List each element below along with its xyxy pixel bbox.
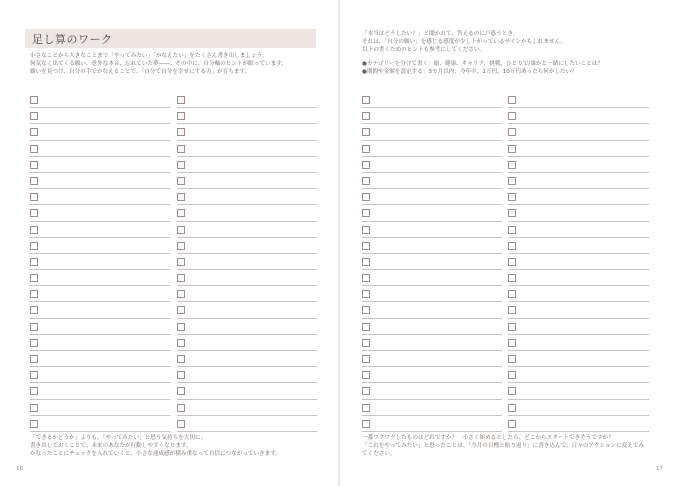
checklist-row	[177, 286, 317, 302]
checkbox[interactable]	[30, 161, 38, 169]
checkbox[interactable]	[362, 128, 370, 136]
checklist-row	[177, 108, 317, 124]
checklist-row	[362, 416, 502, 432]
checkbox[interactable]	[30, 128, 38, 136]
checklist-row	[362, 286, 502, 302]
checklist-column-left-1	[30, 92, 170, 432]
intro-line: 「本当はどうしたい？」と聞かれて、答えるのに戸惑うとき。	[362, 31, 519, 37]
checklist-row	[508, 92, 649, 108]
checkbox[interactable]	[30, 96, 38, 104]
checkbox[interactable]	[362, 242, 370, 250]
checkbox[interactable]	[508, 193, 516, 201]
checkbox[interactable]	[508, 161, 516, 169]
checkbox[interactable]	[508, 355, 516, 363]
checklist-row	[30, 222, 170, 238]
checklist-row	[30, 189, 170, 205]
checklist-row	[508, 124, 649, 140]
checklist-row	[508, 108, 649, 124]
checklist-row	[362, 351, 502, 367]
checkbox[interactable]	[30, 339, 38, 347]
checkbox[interactable]	[30, 371, 38, 379]
checkbox[interactable]	[30, 306, 38, 314]
checklist-row	[362, 254, 502, 270]
checklist-row	[362, 383, 502, 399]
right-page	[340, 0, 679, 486]
checklist-row	[177, 173, 317, 189]
checklist-row	[177, 270, 317, 286]
checkbox[interactable]	[177, 355, 185, 363]
checklist-row	[508, 270, 649, 286]
checkbox[interactable]	[508, 242, 516, 250]
checkbox[interactable]	[508, 339, 516, 347]
checkbox[interactable]	[508, 387, 516, 395]
left-page	[0, 0, 339, 486]
intro-line: 小さなことから大きなことまで「やってみたい」「かなえたい」をたくさん書き出しましょう。	[30, 53, 268, 59]
checkbox[interactable]	[177, 177, 185, 185]
checklist-row	[30, 124, 170, 140]
checklist-row	[362, 205, 502, 221]
intro-line: 以下の書くためのヒントも参考にしてください。	[362, 47, 486, 53]
left-intro	[30, 52, 320, 76]
checkbox[interactable]	[177, 258, 185, 266]
checklist-row	[30, 286, 170, 302]
checkbox[interactable]	[362, 258, 370, 266]
checkbox[interactable]	[508, 209, 516, 217]
outro-line: 一番ワクワクしたものはどれですか？ 小さく始めるとしたら、どこからスタートできそうですか？	[362, 435, 614, 441]
checkbox[interactable]	[508, 177, 516, 185]
checkbox[interactable]	[177, 112, 185, 120]
checklist-row	[362, 189, 502, 205]
checkbox[interactable]	[362, 112, 370, 120]
checklist-row	[508, 157, 649, 173]
hint-line: ●カテゴリーを分けて書く：旅、健康、キャリア、挑戦、ひとりで/誰かと一緒にしたいことは？	[362, 61, 604, 67]
checkbox[interactable]	[177, 242, 185, 250]
checkbox[interactable]	[362, 96, 370, 104]
checkbox[interactable]	[508, 145, 516, 153]
checkbox[interactable]	[177, 128, 185, 136]
left-outro	[30, 434, 320, 458]
checkbox[interactable]	[508, 306, 516, 314]
checklist-row	[362, 238, 502, 254]
checkbox[interactable]	[30, 420, 38, 428]
checklist-row	[362, 302, 502, 318]
checklist-row	[30, 205, 170, 221]
checkbox[interactable]	[30, 323, 38, 331]
checklist-row	[508, 416, 649, 432]
checklist-row	[30, 383, 170, 399]
checklist-row	[30, 108, 170, 124]
checklist-row	[177, 189, 317, 205]
checklist-row	[177, 335, 317, 351]
checkbox[interactable]	[362, 387, 370, 395]
checkbox[interactable]	[30, 193, 38, 201]
checklist-row	[362, 222, 502, 238]
checklist-row	[362, 319, 502, 335]
checklist-row	[30, 238, 170, 254]
checklist-row	[30, 270, 170, 286]
checkbox[interactable]	[508, 290, 516, 298]
checklist-row	[30, 173, 170, 189]
checklist-row	[30, 335, 170, 351]
checkbox[interactable]	[508, 323, 516, 331]
checklist-row	[177, 383, 317, 399]
checkbox[interactable]	[30, 226, 38, 234]
checkbox[interactable]	[362, 193, 370, 201]
checkbox[interactable]	[177, 96, 185, 104]
right-outro	[362, 434, 662, 458]
checklist-row	[177, 302, 317, 318]
checkbox[interactable]	[362, 145, 370, 153]
checklist-row	[30, 302, 170, 318]
checklist-row	[508, 351, 649, 367]
checkbox[interactable]	[508, 274, 516, 282]
checklist-row	[177, 157, 317, 173]
checkbox[interactable]	[30, 258, 38, 266]
page-number: 16	[16, 466, 23, 472]
checklist-column-left-2	[177, 92, 317, 432]
intro-line: それは、「自分の願い」を感じる感度が少し下がっているサインかもしれません。	[362, 39, 567, 45]
checkbox[interactable]	[508, 258, 516, 266]
checklist-row	[508, 286, 649, 302]
checkbox[interactable]	[177, 161, 185, 169]
checkbox[interactable]	[177, 323, 185, 331]
checkbox[interactable]	[362, 323, 370, 331]
checklist-row	[177, 205, 317, 221]
checklist-column-right-1	[362, 92, 502, 432]
checkbox[interactable]	[177, 306, 185, 314]
checkbox[interactable]	[362, 290, 370, 298]
checklist-row	[177, 351, 317, 367]
intro-line: 願いを見つけ、自分の手でかなえることで、「自分で自分を幸せにする力」が育ちます。	[30, 69, 251, 75]
checkbox[interactable]	[30, 274, 38, 282]
outro-line: 「できるかどうか」よりも、「やってみたい」と思う気持ちを大切に。	[30, 435, 207, 441]
checklist-row	[362, 400, 502, 416]
checklist-row	[177, 141, 317, 157]
right-intro	[362, 30, 662, 76]
checkbox[interactable]	[508, 404, 516, 412]
checkbox[interactable]	[508, 112, 516, 120]
checkbox[interactable]	[177, 209, 185, 217]
checklist-row	[508, 189, 649, 205]
checkbox[interactable]	[177, 420, 185, 428]
checkbox[interactable]	[177, 290, 185, 298]
checklist-row	[508, 173, 649, 189]
checklist-row	[362, 173, 502, 189]
checklist-row	[30, 367, 170, 383]
checkbox[interactable]	[508, 128, 516, 136]
checkbox[interactable]	[177, 145, 185, 153]
page-number: 17	[656, 466, 663, 472]
checkbox[interactable]	[362, 177, 370, 185]
checkbox[interactable]	[30, 177, 38, 185]
checklist-row	[177, 124, 317, 140]
checkbox[interactable]	[177, 404, 185, 412]
checkbox[interactable]	[177, 274, 185, 282]
checkbox[interactable]	[30, 404, 38, 412]
checklist-row	[177, 254, 317, 270]
checkbox[interactable]	[177, 339, 185, 347]
checklist-row	[508, 205, 649, 221]
checkbox[interactable]	[508, 371, 516, 379]
checklist-row	[508, 238, 649, 254]
checklist-row	[362, 335, 502, 351]
checklist-row	[362, 92, 502, 108]
checklist-row	[30, 254, 170, 270]
checklist-row	[362, 367, 502, 383]
checkbox[interactable]	[30, 387, 38, 395]
checklist-row	[508, 222, 649, 238]
checkbox[interactable]	[177, 226, 185, 234]
checklist-row	[30, 319, 170, 335]
checkbox[interactable]	[30, 290, 38, 298]
checklist-row	[177, 319, 317, 335]
hint-line: ●期間や金額を設定する：3カ月以内、今年中、1万円、10万円あったら何がしたい？	[362, 69, 577, 75]
checkbox[interactable]	[362, 274, 370, 282]
intro-line: 何気なく出てくる願い、意外な本音、忘れていた夢――。その中に、自分軸のヒントが眠っています。	[30, 61, 287, 67]
checklist-row	[30, 351, 170, 367]
checklist-row	[362, 141, 502, 157]
checklist-row	[508, 319, 649, 335]
checklist-row	[508, 302, 649, 318]
checklist-row	[362, 108, 502, 124]
checklist-row	[508, 400, 649, 416]
checklist-row	[30, 92, 170, 108]
checklist-row	[30, 416, 170, 432]
checklist-row	[508, 141, 649, 157]
checkbox[interactable]	[177, 193, 185, 201]
checkbox[interactable]	[508, 96, 516, 104]
checkbox[interactable]	[362, 420, 370, 428]
checkbox[interactable]	[362, 209, 370, 217]
checkbox[interactable]	[30, 145, 38, 153]
checkbox[interactable]	[362, 339, 370, 347]
outro-line: てください。	[362, 451, 396, 457]
checkbox[interactable]	[362, 226, 370, 234]
checklist-row	[30, 157, 170, 173]
checklist-row	[30, 141, 170, 157]
title-bar	[25, 29, 316, 48]
checklist-row	[362, 270, 502, 286]
checkbox[interactable]	[177, 387, 185, 395]
checklist-row	[177, 238, 317, 254]
outro-line: 書き出しておくことで、未来のあなたが行動しやすくなります。	[30, 443, 192, 449]
checkbox[interactable]	[362, 371, 370, 379]
checklist-row	[362, 157, 502, 173]
page-title: 足し算のワーク	[32, 33, 113, 46]
checkbox[interactable]	[362, 355, 370, 363]
checklist-row	[177, 367, 317, 383]
checklist-row	[177, 222, 317, 238]
checkbox[interactable]	[177, 371, 185, 379]
outro-line: かなったことにチェックを入れていくと、小さな達成感が積み重なって自信につながっていきます。	[30, 451, 281, 457]
checkbox[interactable]	[508, 226, 516, 234]
checklist-row	[30, 400, 170, 416]
checklist-column-right-2	[508, 92, 649, 432]
checklist-row	[508, 383, 649, 399]
checkbox[interactable]	[30, 112, 38, 120]
outro-line: 「これをやってみたい」と思ったことは、「今月の目標と振り返り」に書き込んで、日々のアクションに変えてみ	[362, 443, 645, 449]
checklist-row	[508, 254, 649, 270]
checklist-row	[362, 124, 502, 140]
checkbox[interactable]	[362, 161, 370, 169]
checklist-row	[177, 400, 317, 416]
checklist-row	[508, 367, 649, 383]
checklist-row	[177, 416, 317, 432]
checkbox[interactable]	[508, 420, 516, 428]
checkbox[interactable]	[30, 209, 38, 217]
checkbox[interactable]	[362, 404, 370, 412]
checklist-row	[177, 92, 317, 108]
checklist-row	[508, 335, 649, 351]
checkbox[interactable]	[30, 355, 38, 363]
checkbox[interactable]	[362, 306, 370, 314]
checkbox[interactable]	[30, 242, 38, 250]
